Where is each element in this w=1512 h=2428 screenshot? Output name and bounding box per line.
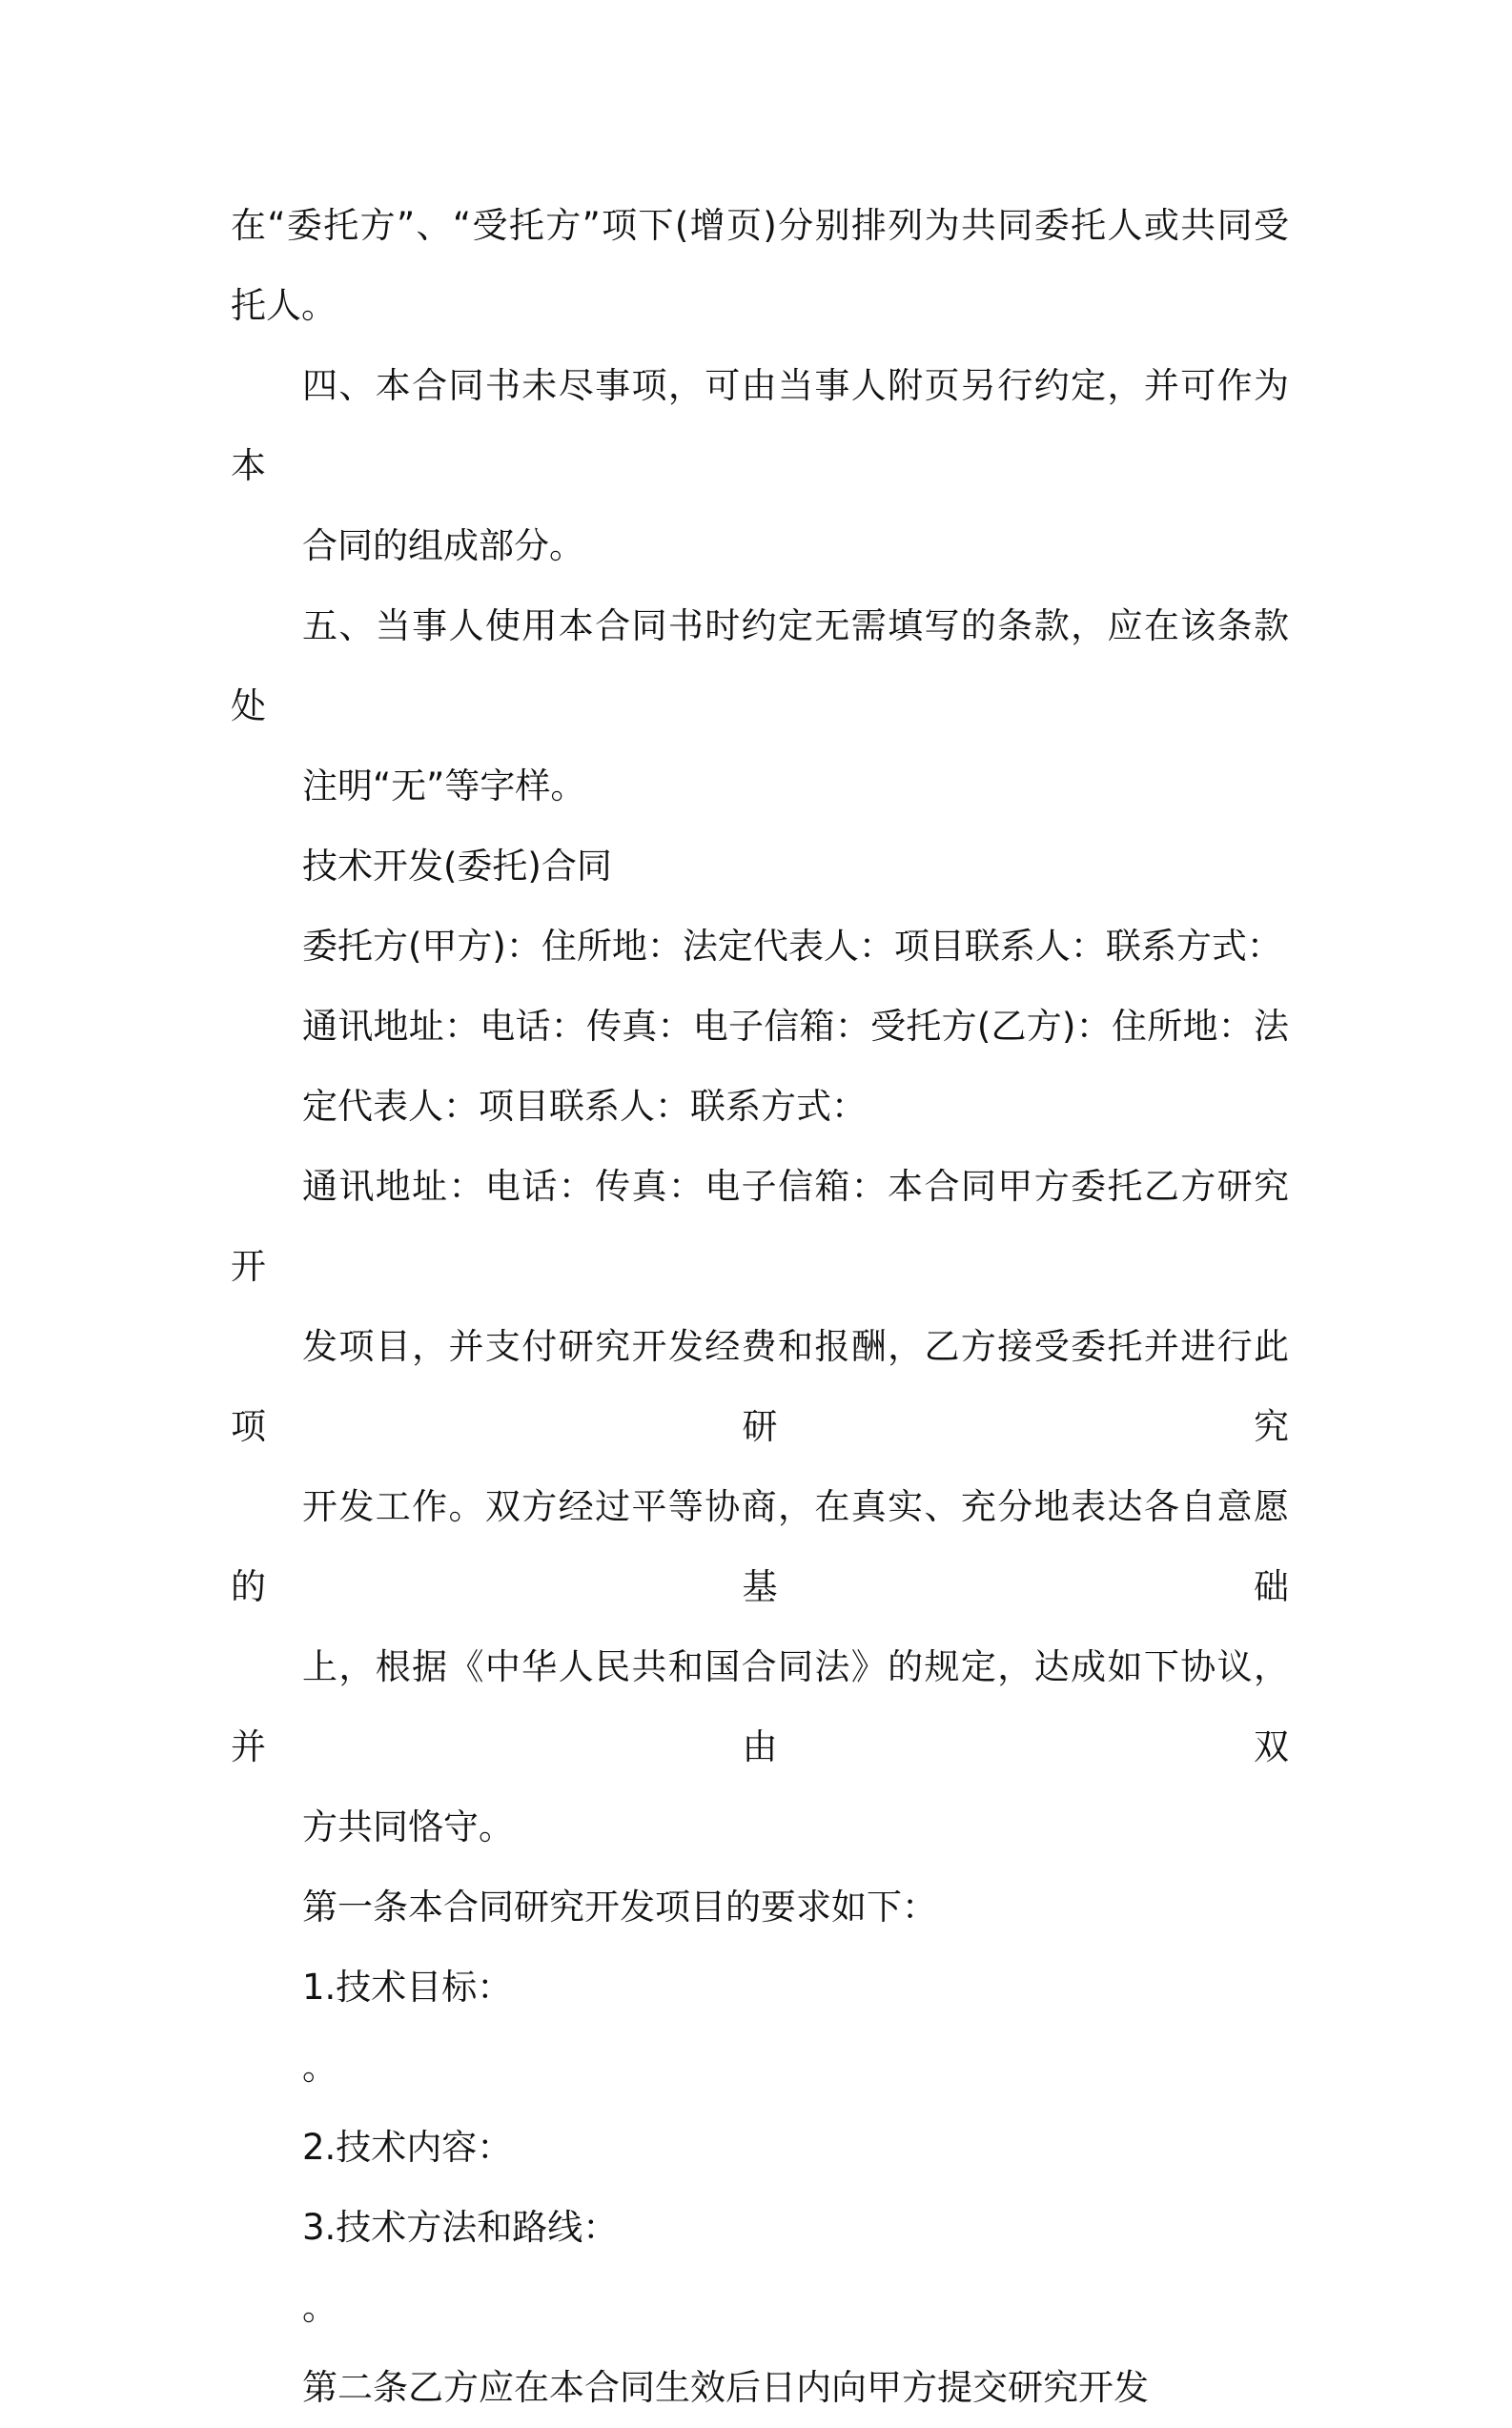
text-line: 开发工作。双方经过平等协商，在真实、充分地表达各自意愿的基础 — [231, 1486, 1289, 1607]
text-line: 3.技术方法和路线： — [302, 2207, 619, 2248]
text-line: 合同的组成部分。 — [302, 525, 584, 566]
document-page — [231, 186, 1289, 2428]
item-blank-period — [231, 2268, 1289, 2348]
text-line: 四、本合同书未尽事项，可由当事人附页另行约定，并可作为本 — [231, 365, 1289, 486]
text-line: 2.技术内容： — [302, 2127, 513, 2168]
paragraph-clause-four — [231, 346, 1289, 586]
article-two-heading — [231, 2348, 1289, 2428]
text-line: 五、当事人使用本合同书时约定无需填写的条款，应在该条款处 — [231, 605, 1289, 726]
paragraph-contractor-info — [231, 987, 1289, 1147]
text-line: 第一条本合同研究开发项目的要求如下： — [302, 1887, 937, 1928]
text-line: 在“委托方”、“受托方”项下(增页)分别排列为共同委托人或共同受 — [231, 205, 1289, 246]
item-technical-goal — [231, 1948, 1289, 2028]
text-line: 技术开发(委托)合同 — [302, 846, 612, 887]
text-line: 托人。 — [231, 285, 337, 326]
text-line: 第二条乙方应在本合同生效后日内向甲方提交研究开发 — [302, 2367, 1149, 2408]
article-one-heading — [231, 1867, 1289, 1948]
text-line: 注明“无”等字样。 — [302, 765, 586, 806]
text-line: 方共同恪守。 — [302, 1806, 514, 1847]
item-blank-period — [231, 2028, 1289, 2108]
contract-title — [231, 826, 1289, 907]
paragraph-client-info — [231, 907, 1289, 987]
text-line: 。 — [302, 2287, 337, 2328]
text-line: 发项目，并支付研究开发经费和报酬，乙方接受委托并进行此项研究 — [231, 1326, 1289, 1447]
item-technical-method — [231, 2188, 1289, 2268]
item-technical-content — [231, 2108, 1289, 2188]
text-line: 定代表人：项目联系人：联系方式： — [302, 1086, 867, 1127]
paragraph-joint-parties — [231, 186, 1289, 346]
text-line: 通讯地址：电话：传真：电子信箱：本合同甲方委托乙方研究开 — [231, 1166, 1289, 1287]
text-line: 上，根据《中华人民共和国合同法》的规定，达成如下协议，并由双 — [231, 1646, 1289, 1767]
paragraph-agreement-preamble — [231, 1147, 1289, 1867]
paragraph-clause-five — [231, 586, 1289, 826]
text-line: 1.技术目标： — [302, 1967, 513, 2008]
text-line: 委托方(甲方)：住所地：法定代表人：项目联系人：联系方式： — [302, 926, 1282, 967]
text-line: 。 — [302, 2047, 337, 2088]
text-line: 通讯地址：电话：传真：电子信箱：受托方(乙方)：住所地：法 — [302, 1006, 1289, 1047]
